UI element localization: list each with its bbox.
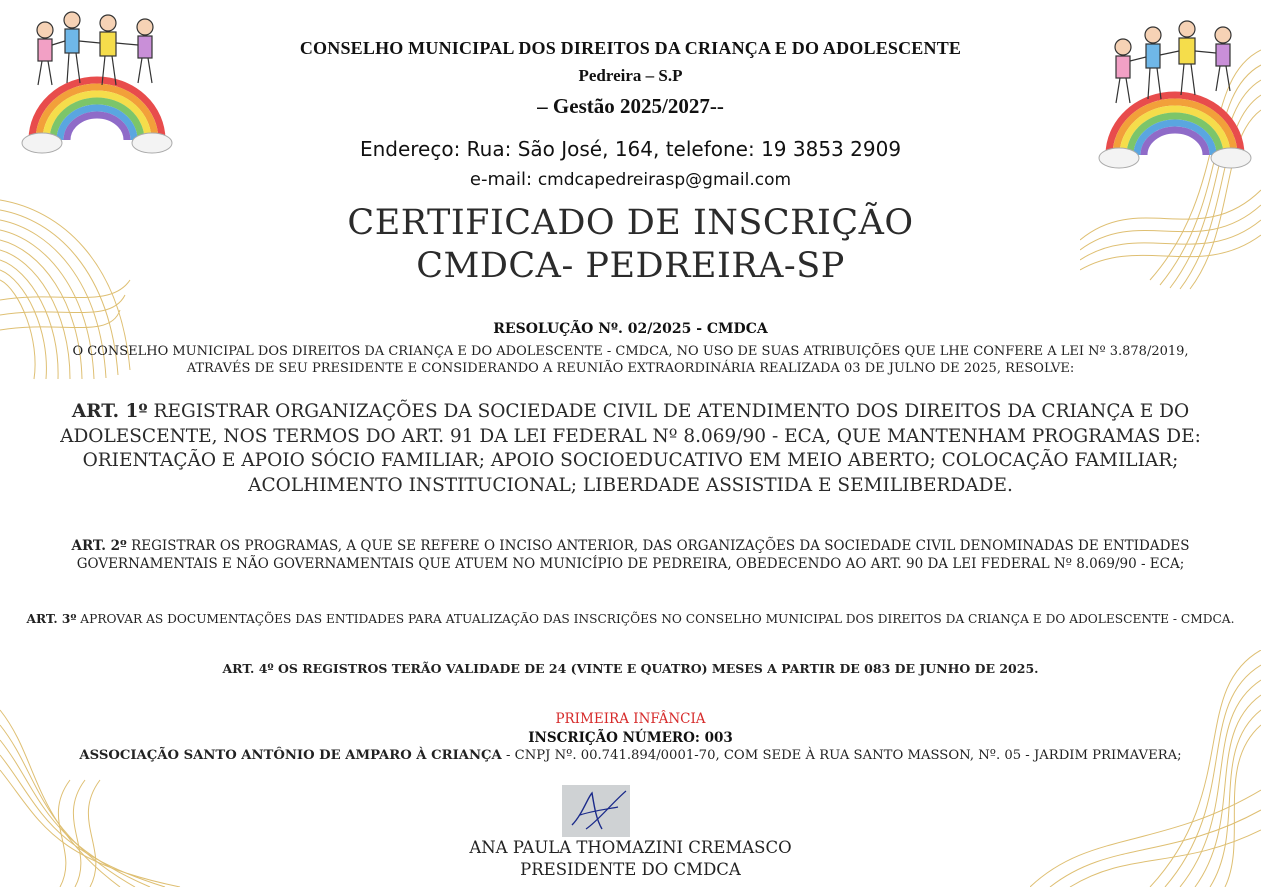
article-1 <box>40 400 1221 498</box>
article-3-text: APROVAR AS DOCUMENTAÇÕES DAS ENTIDADES PARA ATUALIZAÇÃO DAS INSCRIÇÕES NO CONSELHO MUNICIPAL DOS DIREITOS DA CRIANÇA E DO ADOLESCENTE - CMDCA. <box>76 612 1235 626</box>
signatory-role: PRESIDENTE DO CMDCA <box>520 860 741 879</box>
gold-wave-lines-left-bottom <box>0 700 190 887</box>
email-label: e-mail: <box>469 169 538 190</box>
resolution-preamble: O CONSELHO MUNICIPAL DOS DIREITOS DA CRIANÇA E DO ADOLESCENTE - CMDCA, NO USO DE SUAS ATRIBUIÇÕES QUE LHE CONFERE A LEI Nº 3.878/2019, ATRAVÉS DE SEU PRESIDENTE E CONSIDERANDO A REUNIÃO EXTRAORDINÁRIA REALIZADA 03 DE JULNO DE 2025, RESOLVE: <box>72 344 1189 376</box>
registration-number: INSCRIÇÃO NÚMERO: 003 <box>528 730 733 746</box>
email-address[interactable]: cmdcapedreirasp@gmail.com <box>537 170 792 190</box>
signatory-name: ANA PAULA THOMAZINI CREMASCO <box>469 838 792 857</box>
city-name: Pedreira – S.P <box>578 66 683 85</box>
article-1-text: REGISTRAR ORGANIZAÇÕES DA SOCIEDADE CIVIL DE ATENDIMENTO DOS DIREITOS DA CRIANÇA E DO ADOLESCENTE, NOS TERMOS DO ART. 91 DA LEI FEDERAL Nº 8.069/90 - ECA, QUE MANTENHAM PROGRAMAS DE: ORIENTAÇÃO E APOIO SÓCIO FAMILIAR; APOIO SOCIOEDUCATIVO EM MEIO ABERTO; COLOCAÇÃO FAMILIAR; ACOLHIMENTO INSTITUCIONAL; LIBERDADE ASSISTIDA E SEMILIBERDADE. <box>60 401 1201 496</box>
registration-category: PRIMEIRA INFÂNCIA <box>555 711 706 727</box>
address-line: Endereço: Rua: São José, 164, telefone: 19 3853 2909 <box>359 137 902 161</box>
article-2 <box>30 537 1231 573</box>
article-3-label: ART. 3º <box>26 612 77 626</box>
council-name: CONSELHO MUNICIPAL DOS DIREITOS DA CRIANÇA E DO ADOLESCENTE <box>299 38 962 58</box>
article-2-label: ART. 2º <box>71 538 127 554</box>
article-4: ART. 4º OS REGISTROS TERÃO VALIDADE DE 24 (VINTE E QUATRO) MESES A PARTIR DE 083 DE JUNHO DE 2025. <box>222 661 1039 676</box>
handwritten-signature-icon <box>562 785 630 837</box>
article-2-text: REGISTRAR OS PROGRAMAS, A QUE SE REFERE O INCISO ANTERIOR, DAS ORGANIZAÇÕES DA SOCIEDADE CIVIL DENOMINADAS DE ENTIDADES GOVERNAMENTAIS E NÃO GOVERNAMENTAIS QUE ATUEM NO MUNICÍPIO DE PEDREIRA, OBEDECENDO AO ART. 90 DA LEI FEDERAL Nº 8.069/90 - ECA; <box>76 538 1190 572</box>
article-3 <box>18 611 1243 627</box>
entity-line <box>18 748 1243 763</box>
email-line <box>0 169 1261 190</box>
management-period: – Gestão 2025/2027-- <box>537 94 724 118</box>
resolution-heading: RESOLUÇÃO Nº. 02/2025 - CMDCA <box>493 321 768 337</box>
entity-name: ASSOCIAÇÃO SANTO ANTÔNIO DE AMPARO À CRIANÇA <box>79 748 502 763</box>
certificate-title: CERTIFICADO DE INSCRIÇÃO <box>347 203 914 243</box>
article-1-label: ART. 1º <box>71 401 148 422</box>
entity-details: - CNPJ Nº. 00.741.894/0001-70, COM SEDE À RUA SANTO MASSON, Nº. 05 - JARDIM PRIMAVERA; <box>501 748 1182 763</box>
certificate-subtitle: CMDCA- PEDREIRA-SP <box>416 246 845 286</box>
